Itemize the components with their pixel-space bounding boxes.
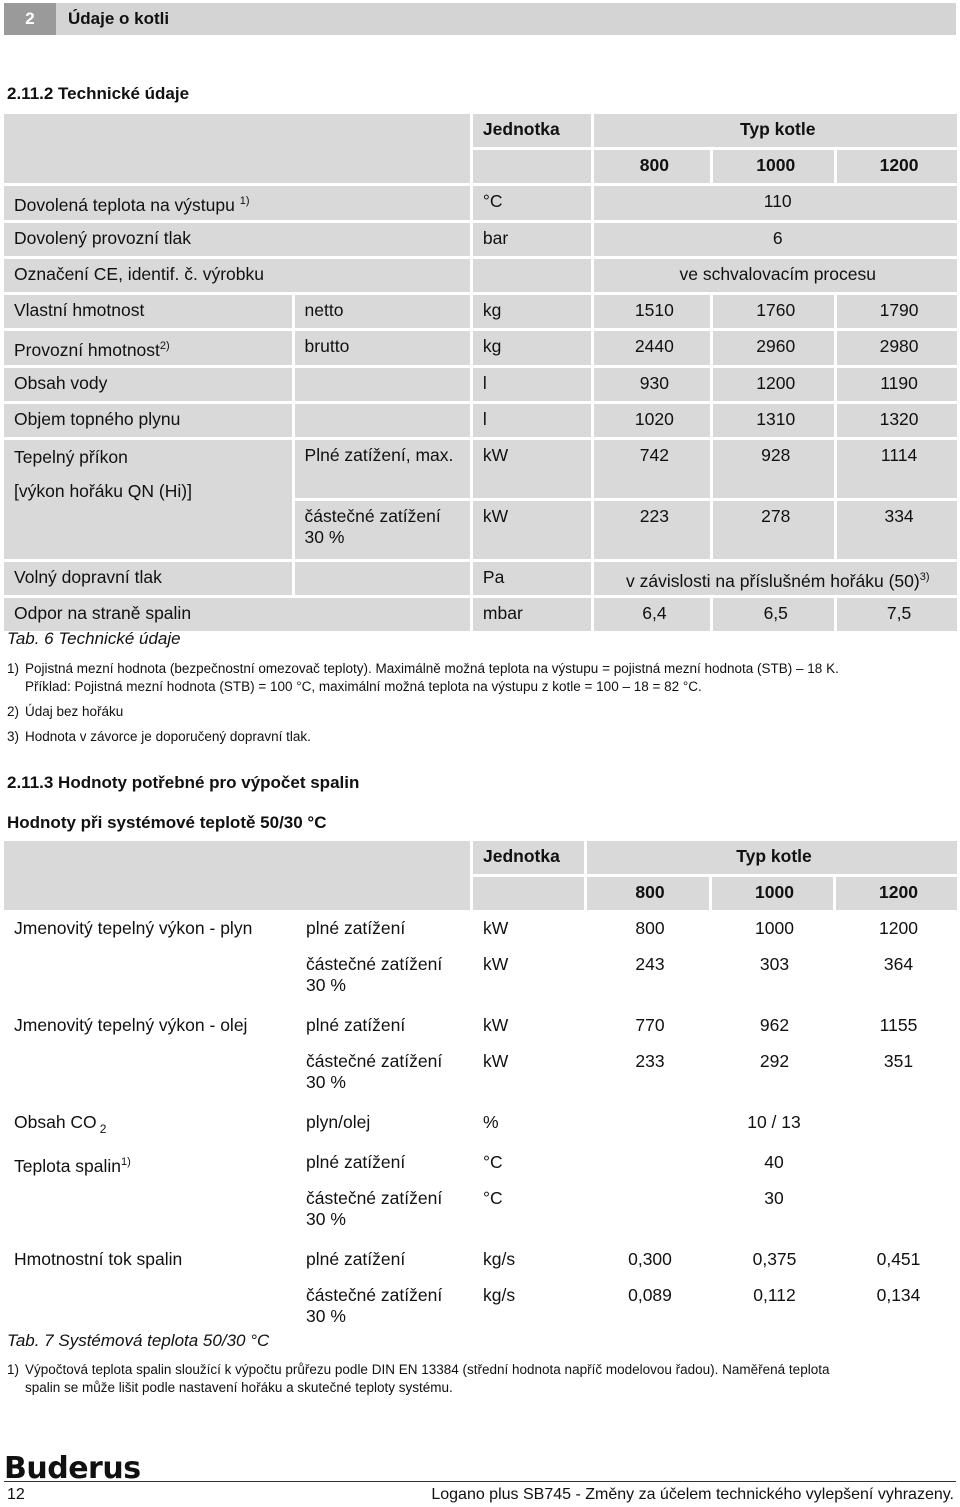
row-value: 278 <box>713 501 837 562</box>
table-row <box>4 1010 960 1046</box>
chapter-title: Údaje o kotli <box>68 9 170 28</box>
table-row <box>4 1147 960 1183</box>
table-row <box>4 1107 960 1147</box>
row-condition: netto <box>295 295 473 331</box>
row-label-subscript: 2 <box>99 1121 107 1136</box>
row-value: 351 <box>836 1046 960 1107</box>
buderus-logo: Buderus <box>4 1451 141 1486</box>
row-value: 742 <box>594 440 713 501</box>
row-value: 1200 <box>713 368 837 404</box>
table-row <box>4 913 960 949</box>
table-caption: Tab. 6 Technické údaje <box>7 629 181 648</box>
row-label: Obsah vody <box>4 368 295 404</box>
col-type-header: Typ kotle <box>594 114 960 150</box>
row-value: 2440 <box>594 331 713 368</box>
row-value: 7,5 <box>837 598 960 634</box>
row-condition: částečné zatížení 30 % <box>296 949 473 1010</box>
row-unit: kW <box>473 440 595 501</box>
row-value: 6,4 <box>594 598 713 634</box>
row-condition: částečné zatížení 30 % <box>296 1280 473 1341</box>
row-unit: Pa <box>473 562 595 599</box>
row-value: 30 <box>587 1183 960 1244</box>
table-caption: Tab. 7 Systémová teplota 50/30 °C <box>7 1331 270 1350</box>
row-value: 0,300 <box>587 1244 712 1280</box>
model-header: 1000 <box>713 150 837 186</box>
row-condition: plné zatížení <box>296 1147 473 1183</box>
row-unit <box>473 259 595 295</box>
row-label: Označení CE, identif. č. výrobku <box>4 259 473 295</box>
row-value: 1310 <box>713 404 837 440</box>
row-label: Volný dopravní tlak <box>4 562 295 599</box>
row-value: 1320 <box>837 404 960 440</box>
row-value: v závislosti na příslušném hořáku (50) <box>625 570 920 591</box>
row-unit: kg <box>473 331 595 368</box>
table-row <box>4 295 960 331</box>
row-value: 6 <box>594 223 960 259</box>
footnote-ref: 1) <box>239 195 250 207</box>
footnote-ref: 1) <box>121 1155 131 1168</box>
row-value: 364 <box>836 949 960 1010</box>
row-label: Provozní hmotnost <box>14 339 160 360</box>
row-value: 962 <box>712 1010 836 1046</box>
table-row <box>4 259 960 295</box>
page-number: 12 <box>7 1486 25 1503</box>
row-value: 1155 <box>836 1010 960 1046</box>
table-row <box>4 440 960 501</box>
row-unit: kW <box>473 501 595 562</box>
row-condition: brutto <box>295 331 473 368</box>
row-condition: Plné zatížení, max. <box>295 440 473 501</box>
col-type-header: Typ kotle <box>587 841 960 877</box>
model-header: 1200 <box>836 877 960 913</box>
footer-divider <box>4 1481 956 1482</box>
table-corner <box>4 841 473 913</box>
row-value: 110 <box>594 186 960 223</box>
technical-data-table <box>4 114 960 634</box>
row-label: Obsah CO <box>14 1112 97 1132</box>
model-header: 1000 <box>712 877 836 913</box>
row-value: 1760 <box>713 295 837 331</box>
row-value: 928 <box>713 440 837 501</box>
section-title-technical-data: 2.11.2 Technické údaje <box>7 84 190 103</box>
row-value: ve schvalovacím procesu <box>594 259 960 295</box>
row-value: 40 <box>587 1147 960 1183</box>
row-label: Odpor na straně spalin <box>4 598 473 634</box>
row-value: 2960 <box>713 331 837 368</box>
row-value: 233 <box>587 1046 712 1107</box>
row-label: Teplota spalin <box>14 1155 122 1176</box>
model-header: 800 <box>594 150 713 186</box>
row-unit: % <box>473 1107 587 1147</box>
table-corner <box>4 114 473 186</box>
row-condition: částečné zatížení 30 % <box>296 1046 473 1107</box>
row-value: 0,134 <box>836 1280 960 1341</box>
row-unit: mbar <box>473 598 595 634</box>
footnote-ref: 2) <box>159 339 170 352</box>
row-label: Dovolený provozní tlak <box>4 223 473 259</box>
section-title-flue-values: 2.11.3 Hodnoty potřebné pro výpočet spalin <box>7 773 360 792</box>
row-value: 1020 <box>594 404 713 440</box>
row-value: 0,112 <box>712 1280 836 1341</box>
row-label: Objem topného plynu <box>4 404 295 440</box>
row-label: Jmenovitý tepelný výkon - plyn <box>4 913 296 1010</box>
row-label: Hmotnostní tok spalin <box>4 1244 296 1341</box>
row-condition: částečné zatížení 30 % <box>295 501 473 562</box>
row-value: 1114 <box>837 440 960 501</box>
row-value: 292 <box>712 1046 836 1107</box>
row-value: 0,089 <box>587 1280 712 1341</box>
row-unit: °C <box>473 186 595 223</box>
row-value: 0,451 <box>836 1244 960 1280</box>
col-unit-header: Jednotka <box>473 841 587 877</box>
row-unit: l <box>473 404 595 440</box>
row-condition: plné zatížení <box>296 1244 473 1280</box>
table-row <box>4 186 960 223</box>
row-value: 1510 <box>594 295 713 331</box>
row-condition: plyn/olej <box>296 1107 473 1147</box>
row-value: 6,5 <box>713 598 837 634</box>
row-value: 2980 <box>837 331 960 368</box>
model-header: 1200 <box>837 150 960 186</box>
row-unit: kg/s <box>473 1280 587 1341</box>
table-row <box>4 368 960 404</box>
table-row <box>4 404 960 440</box>
unit-header-filler <box>473 150 595 186</box>
flue-gas-table <box>4 841 960 1341</box>
col-unit-header: Jednotka <box>473 114 595 150</box>
row-unit: kW <box>473 1046 587 1107</box>
row-condition: částečné zatížení 30 % <box>296 1183 473 1244</box>
row-label: Jmenovitý tepelný výkon - olej <box>4 1010 296 1107</box>
row-condition: plné zatížení <box>296 913 473 949</box>
row-value: 1190 <box>837 368 960 404</box>
row-value: 10 / 13 <box>587 1107 960 1147</box>
row-value: 303 <box>712 949 836 1010</box>
row-label: Vlastní hmotnost <box>4 295 295 331</box>
row-unit: kW <box>473 949 587 1010</box>
footnote-ref: 3) <box>919 570 930 583</box>
footnote: 2) Údaj bez hořáku <box>7 704 124 719</box>
row-label: Tepelný příkon <box>14 446 128 467</box>
row-label-detail: [výkon hořáku QN (Hi)] <box>14 480 192 501</box>
table-row <box>4 223 960 259</box>
row-condition: plné zatížení <box>296 1010 473 1046</box>
row-value: 334 <box>837 501 960 562</box>
row-unit: °C <box>473 1183 587 1244</box>
footer-document-title: Logano plus SB745 - Změny za účelem technického vylepšení vyhrazeny. <box>431 1486 954 1503</box>
footnote: 1) Výpočtová teplota spalin sloužící k výpočtu průřezu podle DIN EN 13384 (střední hodnota napříč modelovou řadou). Naměřená teplota spalin se může lišit podle nastavení hořáku a skutečné teploty systému. <box>7 1362 830 1395</box>
row-value: 0,375 <box>712 1244 836 1280</box>
row-value: 1790 <box>837 295 960 331</box>
row-value: 243 <box>587 949 712 1010</box>
row-value: 930 <box>594 368 713 404</box>
row-value: 770 <box>587 1010 712 1046</box>
row-unit: kg <box>473 295 595 331</box>
section-subtitle: Hodnoty při systémové teplotě 50/30 °C <box>7 813 327 832</box>
row-unit: kg/s <box>473 1244 587 1280</box>
row-value: 1000 <box>712 913 836 949</box>
table-row <box>4 331 960 368</box>
row-value: 223 <box>594 501 713 562</box>
chapter-number: 2 <box>4 3 56 35</box>
row-unit: kW <box>473 913 587 949</box>
row-value: 1200 <box>836 913 960 949</box>
row-label: Dovolená teplota na výstupu <box>14 194 235 215</box>
row-unit: °C <box>473 1147 587 1183</box>
row-unit: bar <box>473 223 595 259</box>
model-header: 800 <box>587 877 712 913</box>
footnote: 1) Pojistná mezní hodnota (bezpečnostní omezovač teploty). Maximálně možná teplota na výstupu = pojistná mezní hodnota (STB) – 18 K. Příklad: Pojistná mezní hodnota (STB) = 100 °C, maximální možná teplota na výstupu z kotle = 100 – 18 = 82 °C. <box>7 661 839 694</box>
row-unit: kW <box>473 1010 587 1046</box>
row-unit: l <box>473 368 595 404</box>
row-value: 800 <box>587 913 712 949</box>
table-row <box>4 1244 960 1280</box>
table-row <box>4 562 960 599</box>
footnote: 3) Hodnota v závorce je doporučený dopravní tlak. <box>7 729 311 744</box>
